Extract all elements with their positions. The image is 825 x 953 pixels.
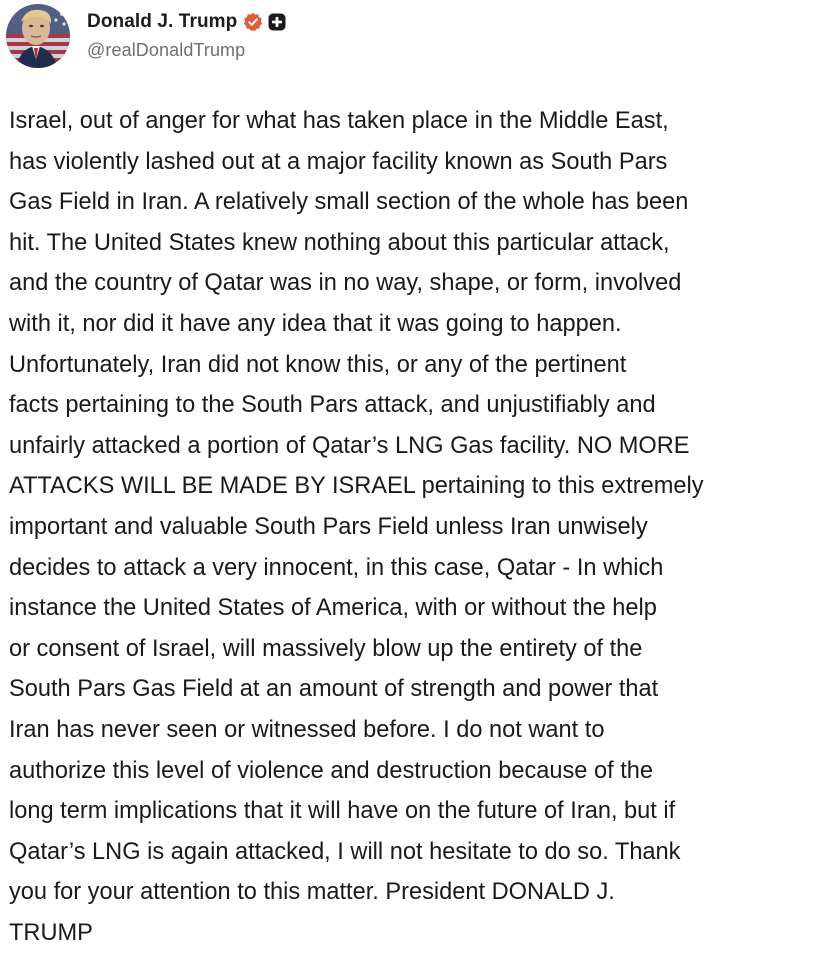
post-line: long term implications that it will have on the future of Iran, but if [9, 798, 676, 825]
author-names [87, 10, 286, 61]
post-header [6, 4, 286, 70]
post-line: important and valuable South Pars Field unless Iran unwisely [9, 513, 648, 540]
post-line: Unfortunately, Iran did not know this, or any of the pertinent [9, 351, 627, 378]
post-line: has violently lashed out at a major facility known as South Pars [9, 148, 668, 175]
post-line: Gas Field in Iran. A relatively small section of the whole has been [9, 189, 689, 216]
post-line: and the country of Qatar was in no way, shape, or form, involved [9, 270, 682, 297]
author-avatar[interactable] [6, 4, 70, 68]
post-body [9, 101, 817, 953]
name-row [87, 10, 286, 34]
verified-badge-icon [243, 12, 263, 32]
post-line: TRUMP [9, 919, 93, 946]
avatar-portrait-icon [6, 4, 70, 68]
author-display-name[interactable]: Donald J. Trump [87, 11, 238, 32]
plus-badge-icon [268, 13, 286, 31]
post-line: Iran has never seen or witnessed before. I do not want to [9, 716, 605, 743]
post-line: with it, nor did it have any idea that it was going to happen. [9, 310, 622, 337]
post-line: South Pars Gas Field at an amount of strength and power that [9, 676, 659, 703]
post-line: Israel, out of anger for what has taken place in the Middle East, [9, 108, 669, 134]
post-line: ATTACKS WILL BE MADE BY ISRAEL pertaining to this extremely [9, 473, 704, 500]
post-line: unfairly attacked a portion of Qatar’s LNG Gas facility. NO MORE [9, 432, 690, 459]
post-line: you for your attention to this matter. President DONALD J. [9, 879, 615, 906]
author-handle[interactable]: @realDonaldTrump [87, 40, 246, 60]
post-line: Qatar’s LNG is again attacked, I will not hesitate to do so. Thank [9, 838, 681, 865]
post-line: authorize this level of violence and destruction because of the [9, 757, 653, 784]
post-line: instance the United States of America, with or without the help [9, 595, 657, 622]
post-line: hit. The United States knew nothing about this particular attack, [9, 229, 670, 256]
post-line: or consent of Israel, will massively blow up the entirety of the [9, 635, 643, 662]
post-line: facts pertaining to the South Pars attack, and unjustifiably and [9, 392, 656, 419]
post-line: decides to attack a very innocent, in this case, Qatar - In which [9, 554, 664, 581]
